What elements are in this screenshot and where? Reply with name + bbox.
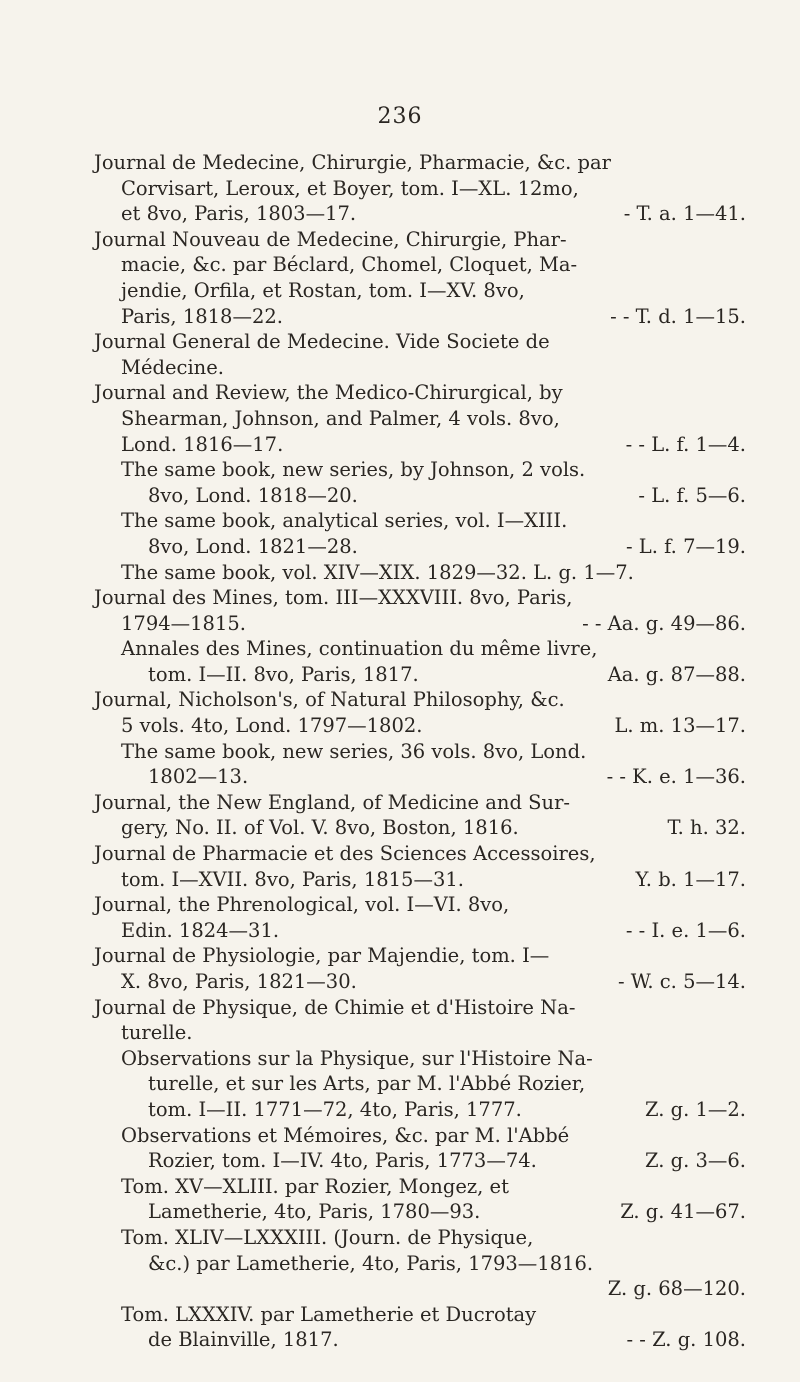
catalog-subentry — [94, 1046, 746, 1123]
shelf-mark: T. h. 32. — [667, 816, 746, 840]
entry-text: The same book, new series, by Johnson, 2 vols. — [121, 458, 586, 482]
entry-line — [94, 432, 746, 458]
catalog-entry — [94, 380, 746, 457]
shelf-mark: - - Z. g. 108. — [626, 1328, 746, 1352]
shelf-mark: - L. f. 5—6. — [638, 483, 746, 507]
entry-text: Observations et Mémoires, &c. par M. l'Abbé — [121, 1123, 570, 1147]
catalog-entries — [94, 150, 746, 1353]
entry-text: Lametherie, 4to, Paris, 1780—93. — [148, 1200, 481, 1224]
entry-text: Shearman, Johnson, and Palmer, 4 vols. 8vo, — [121, 406, 560, 430]
entry-text: Rozier, tom. I—IV. 4to, Paris, 1773—74. — [148, 1149, 537, 1173]
entry-text: jendie, Orfila, et Rostan, tom. I—XV. 8vo, — [121, 278, 525, 302]
entry-text: 8vo, Lond. 1821—28. — [148, 534, 358, 558]
entry-text: 5 vols. 4to, Lond. 1797—1802. — [121, 714, 423, 738]
entry-line — [94, 1251, 746, 1277]
entry-line — [94, 355, 746, 381]
catalog-entry — [94, 943, 746, 994]
catalog-subentry — [94, 560, 746, 586]
entry-text: Journal de Physiologie, par Majendie, tom. I— — [94, 944, 550, 968]
catalog-subentry — [94, 508, 746, 559]
entry-text: The same book, analytical series, vol. I—XIII. — [121, 509, 568, 533]
entry-line — [94, 278, 746, 304]
entry-text: Tom. XV—XLIII. par Rozier, Mongez, et — [121, 1174, 509, 1198]
entry-line — [94, 252, 746, 278]
shelf-mark: - - Aa. g. 49—86. — [582, 611, 746, 635]
shelf-mark: - - K. e. 1—36. — [606, 765, 746, 789]
entry-line — [94, 201, 746, 227]
entry-text: Journal de Medecine, Chirurgie, Pharmacie, &c. par — [94, 151, 611, 174]
entry-line — [94, 1302, 746, 1328]
catalog-subentry — [94, 739, 746, 790]
entry-line — [94, 713, 746, 739]
catalog-subentry — [94, 636, 746, 687]
entry-text: Journal Nouveau de Medecine, Chirurgie, Phar- — [94, 227, 567, 251]
entry-text: tom. I—XVII. 8vo, Paris, 1815—31. — [121, 867, 464, 891]
catalog-subentry — [94, 457, 746, 508]
entry-text: 1794—1815. — [121, 611, 246, 635]
entry-line — [94, 329, 746, 355]
entry-text: de Blainville, 1817. — [148, 1328, 339, 1352]
entry-line — [94, 662, 746, 688]
shelf-mark: L. m. 13—17. — [614, 714, 746, 738]
catalog-entry — [94, 995, 746, 1046]
entry-line — [94, 790, 746, 816]
catalog-entry — [94, 687, 746, 738]
shelf-mark: Z. g. 1—2. — [645, 1097, 746, 1121]
shelf-mark: Z. g. 68—120. — [607, 1277, 746, 1301]
entry-line — [94, 969, 746, 995]
entry-line — [94, 739, 746, 765]
entry-text: turelle. — [121, 1021, 193, 1045]
catalog-subentry — [94, 1302, 746, 1353]
entry-text: &c.) par Lametherie, 4to, Paris, 1793—1816. — [148, 1251, 594, 1275]
entry-line — [94, 1123, 746, 1149]
entry-text: The same book, new series, 36 vols. 8vo, Lond. — [121, 739, 587, 763]
entry-line — [94, 815, 746, 841]
catalog-subentry — [94, 1174, 746, 1225]
shelf-mark: - T. a. 1—41. — [623, 202, 746, 226]
entry-line — [94, 611, 746, 637]
catalog-entry — [94, 841, 746, 892]
entry-line — [94, 227, 746, 253]
shelf-mark: - - L. f. 1—4. — [625, 432, 746, 456]
entry-line — [94, 150, 746, 176]
shelf-mark: - - I. e. 1—6. — [625, 918, 746, 942]
entry-line — [94, 1327, 746, 1353]
entry-text: Tom. LXXXIV. par Lametherie et Ducrotay — [121, 1302, 537, 1326]
entry-text: Paris, 1818—22. — [121, 304, 283, 328]
entry-line — [94, 841, 746, 867]
entry-line — [94, 176, 746, 202]
entry-line — [94, 1276, 746, 1302]
entry-line — [94, 380, 746, 406]
entry-text: 8vo, Lond. 1818—20. — [148, 483, 358, 507]
entry-text: Journal and Review, the Medico-Chirurgical, by — [94, 381, 563, 405]
entry-line — [94, 534, 746, 560]
shelf-mark: - W. c. 5—14. — [617, 970, 746, 993]
catalog-entry — [94, 790, 746, 841]
entry-text: X. 8vo, Paris, 1821—30. — [121, 970, 357, 993]
entry-text: Lond. 1816—17. — [121, 432, 284, 456]
entry-line — [94, 304, 746, 330]
entry-text: Journal, the New England, of Medicine and Sur- — [94, 790, 570, 814]
entry-line — [94, 560, 746, 586]
entry-text: Journal General de Medecine. Vide Societe de — [94, 330, 550, 354]
entry-text: Journal des Mines, tom. III—XXXVIII. 8vo, Paris, — [94, 586, 573, 610]
entry-text: Journal de Pharmacie et des Sciences Accessoires, — [94, 842, 596, 866]
entry-line — [94, 1225, 746, 1251]
entry-line — [94, 406, 746, 432]
entry-text: 1802—13. — [148, 765, 249, 789]
catalog-entry — [94, 150, 746, 227]
entry-line — [94, 1020, 746, 1046]
entry-text: macie, &c. par Béclard, Chomel, Cloquet, Ma- — [121, 253, 578, 277]
entry-text: The same book, vol. XIV—XIX. 1829—32. L. g. 1—7. — [121, 560, 634, 584]
entry-text: Journal de Physique, de Chimie et d'Histoire Na- — [94, 995, 576, 1019]
entry-line — [94, 892, 746, 918]
entry-line — [94, 764, 746, 790]
entry-line — [94, 687, 746, 713]
entry-line — [94, 1046, 746, 1072]
catalog-entry — [94, 227, 746, 329]
catalog-subentry — [94, 1225, 746, 1302]
entry-text: Journal, the Phrenological, vol. I—VI. 8vo, — [94, 893, 510, 917]
entry-line — [94, 1148, 746, 1174]
entry-line — [94, 483, 746, 509]
catalog-subentry — [94, 1123, 746, 1174]
entry-text: Corvisart, Leroux, et Boyer, tom. I—XL. 12mo, — [121, 176, 579, 200]
entry-text: Tom. XLIV—LXXXIII. (Journ. de Physique, — [121, 1225, 534, 1249]
shelf-mark: Y. b. 1—17. — [635, 867, 746, 891]
entry-text: Annales des Mines, continuation du même livre, — [121, 637, 598, 661]
entry-text: tom. I—II. 1771—72, 4to, Paris, 1777. — [148, 1097, 522, 1121]
catalog-entry — [94, 585, 746, 636]
entry-line — [94, 1174, 746, 1200]
shelf-mark: - L. f. 7—19. — [626, 534, 746, 558]
shelf-mark: Z. g. 3—6. — [645, 1149, 746, 1173]
entry-text: et 8vo, Paris, 1803—17. — [121, 202, 357, 226]
page-number: 236 — [377, 104, 423, 129]
entry-line — [94, 867, 746, 893]
entry-text: gery, No. II. of Vol. V. 8vo, Boston, 1816. — [121, 816, 519, 840]
entry-text: tom. I—II. 8vo, Paris, 1817. — [148, 662, 419, 686]
entry-line — [94, 943, 746, 969]
shelf-mark: Z. g. 41—67. — [620, 1200, 746, 1224]
entry-line — [94, 585, 746, 611]
entry-line — [94, 995, 746, 1021]
shelf-mark: Aa. g. 87—88. — [607, 662, 746, 686]
entry-text: turelle, et sur les Arts, par M. l'Abbé Rozier, — [148, 1072, 586, 1096]
entry-line — [94, 1199, 746, 1225]
entry-line — [94, 1071, 746, 1097]
catalog-entry — [94, 329, 746, 380]
catalog-entry — [94, 892, 746, 943]
entry-line — [94, 1097, 746, 1123]
shelf-mark: - - T. d. 1—15. — [610, 304, 746, 328]
entry-line — [94, 457, 746, 483]
entry-line — [94, 508, 746, 534]
entry-line — [94, 918, 746, 944]
entry-line — [94, 636, 746, 662]
entry-text: Edin. 1824—31. — [121, 918, 280, 942]
entry-text: Journal, Nicholson's, of Natural Philosophy, &c. — [94, 688, 565, 712]
entry-text: Observations sur la Physique, sur l'Histoire Na- — [121, 1046, 593, 1070]
entry-text: Médecine. — [121, 355, 224, 379]
